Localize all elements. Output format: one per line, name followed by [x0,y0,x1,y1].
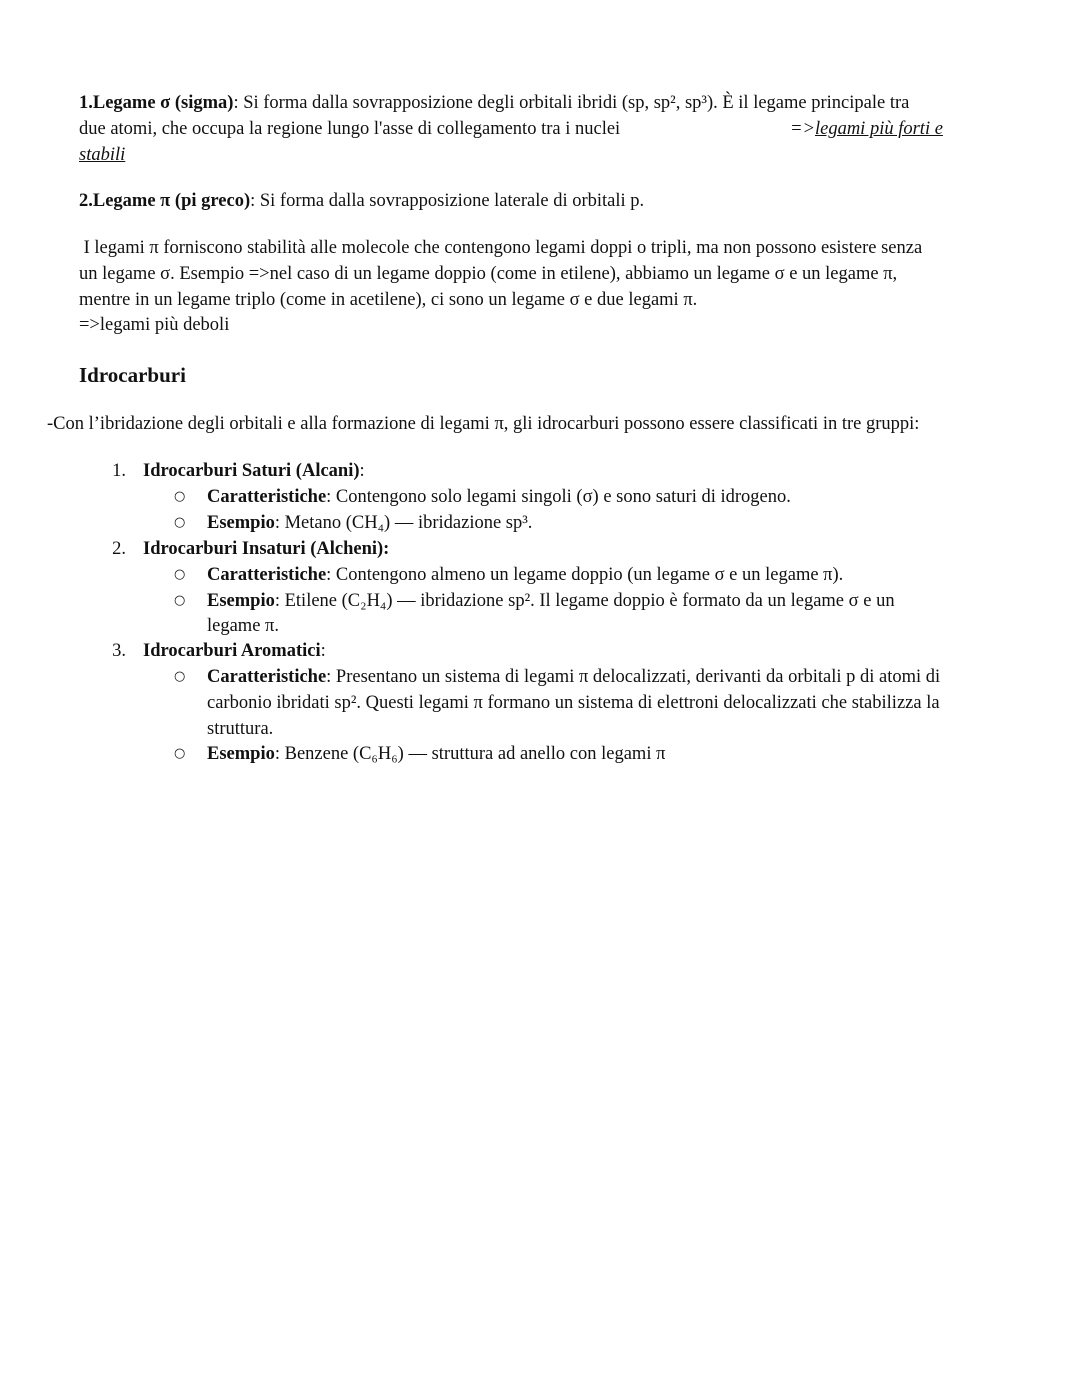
list-item-example [207,510,532,536]
sigma-emph-2: stabili [79,145,126,165]
list-item-title [143,638,326,664]
list-item-characteristics [207,484,791,510]
list-item-characteristics [207,562,843,588]
characteristics-label: Caratteristiche [207,565,327,585]
example-text: : Metano (CH₄) — ibridazione sp³. [274,513,533,533]
bullet-icon: ○ [174,669,186,684]
bullet-icon: ○ [174,489,186,504]
sigma-text-2: due atomi, che occupa la regione lungo l'asse di collegamento tra i nuclei [79,119,621,139]
pi-text: : Si forma dalla sovrapposizione laterale di orbitali p. [250,191,645,211]
pi-para-line-3: mentre in un legame triplo (come in acetilene), ci sono un legame σ e due legami π. [79,290,698,310]
sigma-line-1 [79,90,909,116]
pi-para-line-2: un legame σ. Esempio =>nel caso di un legame doppio (come in etilene), abbiamo un legame σ e un legame π, [79,264,898,284]
list-item-characteristics-cont: carbonio ibridati sp². Questi legami π formano un sistema di elettroni delocalizzati che stabilizza la [207,693,940,713]
example-text: : Etilene (C₂H₄) — ibridazione sp². Il legame doppio è formato da un legame σ e un [274,591,895,611]
list-item-example-cont: legame π. [207,616,280,636]
pi-para-line-1: I legami π forniscono stabilità alle molecole che contengono legami doppi o tripli, ma non possono esistere senza [79,238,923,258]
list-item-title [143,458,365,484]
pi-title: 2.Legame π (pi greco) [79,191,251,211]
sigma-arrow: => [790,119,815,139]
characteristics-text: : Presentano un sistema di legami π delocalizzati, derivanti da orbitali p di atomi di [326,667,941,687]
section-heading: Idrocarburi [79,363,186,387]
list-item-characteristics [207,664,940,690]
sigma-line-3 [79,142,125,168]
bullet-icon: ○ [174,515,186,530]
list-item-title [143,536,389,562]
list-number: 1. [112,461,126,481]
example-label: Esempio [207,744,275,764]
list-title-suffix: : [320,641,326,661]
list-title-text: Idrocarburi Aromatici [143,641,321,661]
sigma-line-2 [79,116,620,142]
list-item-example [207,741,665,767]
list-title-text: Idrocarburi Insaturi (Alcheni): [143,539,390,559]
list-item-example [207,588,895,614]
example-text: : Benzene (C₆H₆) — struttura ad anello con legami π [274,744,666,764]
sigma-emph-1: legami più forti e [814,119,943,139]
list-title-suffix: : [359,461,365,481]
bullet-icon: ○ [174,567,186,582]
sigma-conclusion [790,116,943,142]
bullet-icon: ○ [174,593,186,608]
example-label: Esempio [207,591,275,611]
characteristics-text: : Contengono almeno un legame doppio (un legame σ e un legame π). [326,565,844,585]
characteristics-label: Caratteristiche [207,487,327,507]
list-number: 3. [112,641,126,661]
sigma-title: 1.Legame σ (sigma) [79,93,234,113]
characteristics-text: : Contengono solo legami singoli (σ) e sono saturi di idrogeno. [326,487,791,507]
example-label: Esempio [207,513,275,533]
sigma-text: : Si forma dalla sovrapposizione degli orbitali ibridi (sp, sp², sp³). È il legame principale tra [233,93,910,113]
list-number: 2. [112,539,126,559]
intro-text: -Con l’ibridazione degli orbitali e alla formazione di legami π, gli idrocarburi possono essere classificati in tre gruppi: [47,414,920,434]
list-title-text: Idrocarburi Saturi (Alcani) [143,461,360,481]
pi-line [79,188,644,214]
pi-para-line-4: =>legami più deboli [79,315,230,335]
bullet-icon: ○ [174,746,186,761]
characteristics-label: Caratteristiche [207,667,327,687]
list-item-characteristics-cont: struttura. [207,719,274,739]
